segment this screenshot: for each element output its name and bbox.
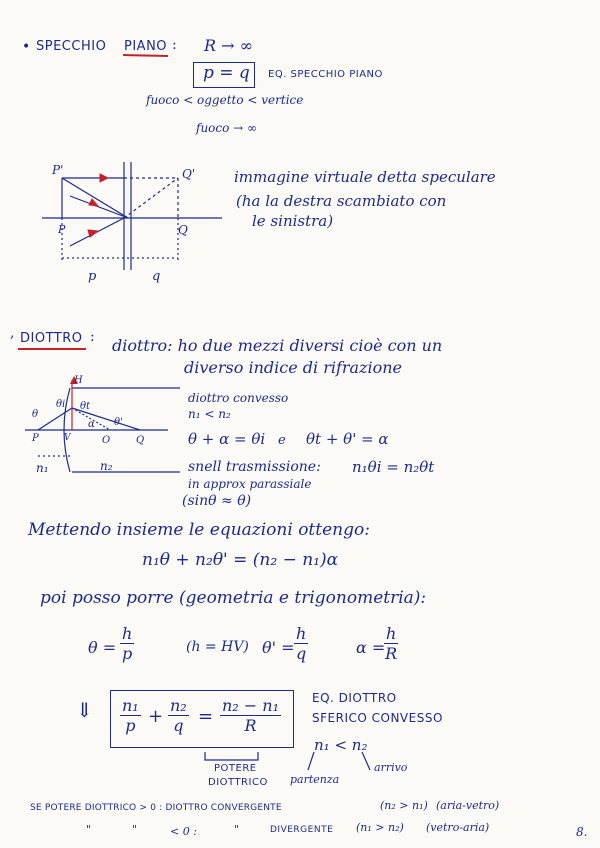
frac-h-over-q [294,626,308,662]
rule1-medium: (aria-vetro) [436,799,500,812]
frac-h-num: h [122,624,133,643]
approx-sin: (sinθ ≈ θ) [182,493,252,509]
final-n1: n₁ [122,696,139,715]
alpha-eq-label: α = [356,638,386,657]
specchio-title: SPECCHIO [36,39,107,54]
frac-h-over-p [120,626,134,662]
diottro-title: DIOTTRO [20,331,83,346]
frac-p-den: p [122,644,133,663]
ray-reflect-up [70,196,128,218]
rule2-ditto-1: " [86,823,92,836]
convex-ineq: n₁ < n₂ [188,407,231,421]
final-ineq: n₁ < n₂ [314,736,368,754]
diottro-colon: : [90,329,95,345]
fig-o: O [102,435,111,446]
fig-h: H [74,375,83,386]
frac-q-den: q [296,644,307,663]
rule2-lt: < 0 : [170,825,197,838]
implies-arrow: ⇓ [76,698,93,722]
frac-r-den: R [385,644,398,663]
rule2-cond: (n₁ > n₂) [356,821,404,834]
combined-eq: n₁θ + n₂θ' = (n₂ − n₁)α [142,550,339,570]
partenza-arrow [308,752,314,770]
fig-theta-prime: θ' [114,417,123,428]
eq-p-equals-q: p = q [203,63,250,83]
potere-label-1: POTERE [214,763,257,774]
r-limit: R → ∞ [204,36,253,55]
eq-angles-b: θt + θ' = α [306,430,389,448]
virtual-ray-1 [124,178,178,218]
specchio-colon: : [172,37,177,53]
label-q: Q [178,223,188,237]
fuoco-line: fuoco < oggetto < vertice [146,93,304,107]
diottro-def-2: diverso indice di rifrazione [184,358,403,377]
frac-h-num-3: h [386,624,397,643]
rule1-text: SE POTERE DIOTTRICO > 0 : DIOTTRO CONVERGENTE [30,803,282,813]
partenza-label: partenza [290,773,340,786]
theta-prime-eq-label: θ' = [262,638,295,657]
rule1-cond: (n₂ > n₁) [380,799,428,812]
frac-n1-over-p [120,698,141,734]
frac-h-over-r [384,626,398,662]
snell-eq: n₁θi = n₂θt [352,458,435,476]
final-r: R [244,716,257,735]
final-equals: = [198,706,214,727]
arrow-red-3 [88,230,98,237]
final-label-1: EQ. DIOTTRO [312,691,397,705]
poi-line: poi posso porre (geometria e trigonometria): [40,588,427,608]
final-p: p [125,716,136,735]
final-n2mn1: n₂ − n₁ [222,696,280,715]
incident-ray [38,408,72,430]
approx-label: in approx parassiale [188,477,312,491]
label-p: P [58,223,66,236]
rule2-ditto-3: " [234,823,240,836]
theta-eq-label: θ = [88,638,117,657]
label-p-prime: P' [52,163,64,177]
label-dist-q: q [152,269,161,284]
final-q: q [173,716,184,735]
fig-theta-i: θi [56,399,66,410]
final-plus: + [148,706,164,727]
rule2-ditto-2: " [132,823,138,836]
h-equals-hv: (h = HV) [186,639,249,655]
fig-q: Q [136,435,145,446]
eq-specchio-label: EQ. SPECCHIO PIANO [268,69,383,80]
fig-theta: θ [32,409,39,420]
image-note-2: (ha la destra scambiato con [236,192,447,210]
image-note-3: le sinistra) [252,212,334,230]
eq-angles-a: θ + α = θi [188,430,266,448]
page-number: 8. [576,825,588,839]
snell-label: snell trasmissione: [188,459,321,475]
potere-bracket [205,752,258,760]
arrivo-arrow [362,752,370,770]
convex-label: diottro convesso [188,391,289,405]
fig-alpha: α [88,419,95,430]
fig-theta-t: θt [80,401,91,412]
rule2-medium: (vetro-aria) [426,821,490,834]
label-dist-p: p [88,269,97,284]
frac-h-num-2: h [296,624,307,643]
rule2-text: DIVERGENTE [270,825,334,835]
mettendo-line: Mettendo insieme le equazioni ottengo: [28,520,370,540]
frac-n2-over-q [168,698,189,734]
bullet-1: • [22,39,31,55]
piano-underline [123,55,168,56]
final-label-2: SFERICO CONVESSO [312,711,443,725]
fig-v: V [64,433,71,443]
frac-n2mn1-over-r [220,698,281,734]
image-note-1: immagine virtuale detta speculare [234,168,496,186]
fig-n1: n₁ [36,461,49,475]
eq-angles-e: e [278,433,286,448]
fuoco-infinity: fuoco → ∞ [196,121,258,135]
label-q-prime: Q' [182,167,196,181]
arrow-red-1 [100,174,108,182]
piano-title: PIANO [124,39,168,54]
final-n2: n₂ [170,696,187,715]
potere-label-2: DIOTTRICO [208,777,268,788]
fig-n2: n₂ [100,459,113,473]
fig-p: P [32,433,39,444]
bullet-2: , [10,325,15,341]
ray-to-vertex [62,178,128,218]
arrivo-label: arrivo [374,761,408,774]
diottro-def-1: diottro: ho due mezzi diversi cioè con un [112,336,443,355]
arrow-red-2 [89,199,98,206]
